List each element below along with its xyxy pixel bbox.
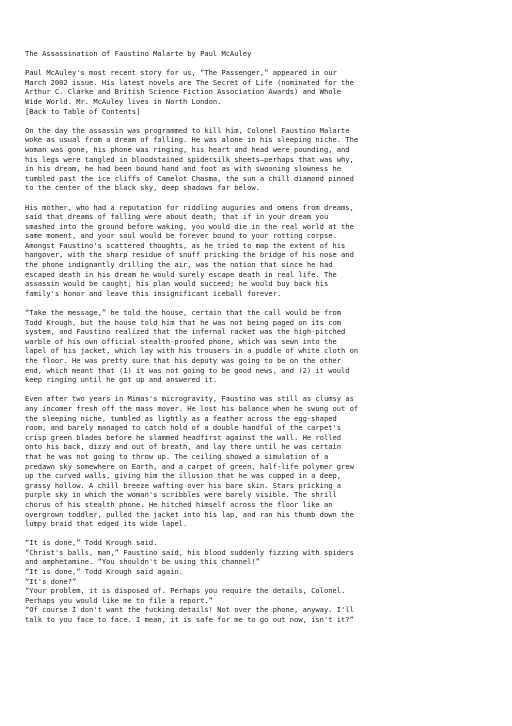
- dialogue-line: “Of course I don't want the fucking details! Not over the phone, anyway. I'll talk to you face to face. I mean, it is safe for me to go out now, isn't it?”: [25, 605, 354, 625]
- story-paragraph: “Take the message,” he told the house, certain that the call would be from Todd Krough, but the house told him that he was not being paged on its com system, and Faustino realized that the infernal racket was the high-pitched warble of his own official stealth-proofed phone, which was sewn into the lapel of his jacket, which lay with his trousers in a puddle of white cloth on the floor. He was pretty sure that his deputy was going to be on the other end, which meant that (1) it was not going to be good news, and (2) it would keep ringing until he got up and answered it.: [25, 308, 359, 385]
- dialogue-line: “It is done,” Todd Krough said again.: [25, 567, 184, 577]
- author-intro: [25, 68, 490, 116]
- author-intro-text: Paul McAuley's most recent story for us, “The Passenger,” appeared in our March 2002 issue. His latest novels are The Secret of Life (nominated for the Arthur C. Clarke and British Science Fiction Association Awards) and Whole Wide World. Mr. McAuley lives in North London.: [25, 68, 354, 106]
- back-to-toc-link[interactable]: [Back to Table of Contents]: [25, 106, 141, 116]
- dialogue-line: “Your problem, it is disposed of. Perhaps you require the details, Colonel. Perhaps you would like me to file a report.”: [25, 586, 346, 605]
- story-title: The Assassination of Faustino Malarte by Paul McAuley: [25, 49, 252, 58]
- story-page: [25, 49, 490, 625]
- dialogue-line: “It is done,” Todd Krough said.: [25, 538, 158, 548]
- dialogue-line: “It's done?”: [25, 576, 77, 586]
- story-paragraph: His mother, who had a reputation for riddling auguries and omens from dreams, said that dreams of falling were about death; that if in your dream you smashed into the ground before waking, you would die in the real world at the same moment, and your soul would be forever bound to your rotting corpse. Amongst Faustino's scattered thoughts, as he tried to map the extent of his hangover, with the sharp residue of snuff pricking the bridge of his nose and the phone indignantly drilling the air, was the notion that since he had escaped death in his dream he would surely escape death in real life. The assassin would be caught; his plan would succeed; he would buy back his family's honor and leave this insignificant iceball forever.: [25, 202, 354, 298]
- dialogue-line: “Christ's balls, man,” Faustino said, his blood suddenly fizzing with spiders and amphetamine. “You shouldn't be using this channel!”: [25, 547, 354, 567]
- story-paragraph: On the day the assassin was programmed to kill him, Colonel Faustino Malarte woke as usual from a dream of falling. He was alone in his sleeping niche. The woman was gone, his phone was ringing, his heart and head were pounding, and his legs were tangled in bloodstained spidersilk sheets—perhaps that was why, in his dream, he had been bound hand and foot as with swooning slowness he tumbled past the ice cliffs of Camelot Chasma, the sun a chill diamond pinned to the center of the black sky, deep shadows far below.: [25, 125, 359, 193]
- dialogue-block: [25, 538, 490, 624]
- story-paragraph: Even after two years in Mimas's microgravity, Faustino was still as clumsy as any incomer fresh off the mass mover. He lost his balance when he swung out of the sleeping niche, tumbled as lightly as a feather across the egg-shaped room, and barely managed to catch hold of a double handful of the carpet's crisp green blades before he slammed headfirst against the wall. He rolled onto his back, dizzy and out of breath, and lay there until he was certain that he was not going to throw up. The ceiling showed a simulation of a predawn sky somewhere on Earth, and a carpet of green, half-life polymer grew up the curved walls, giving him the illusion that he was cupped in a deep, grassy hollow. A chill breeze wafting over his bare skin. Stars pricking a purple sky in which the woman's scribbles were barely visible. The shrill chorus of his stealth phone. He hitched himself across the floor like an overgrown toddler, pulled the jacket into his lap, and ran his thumb down the lumpy braid that edged its wide lapel.: [25, 394, 359, 529]
